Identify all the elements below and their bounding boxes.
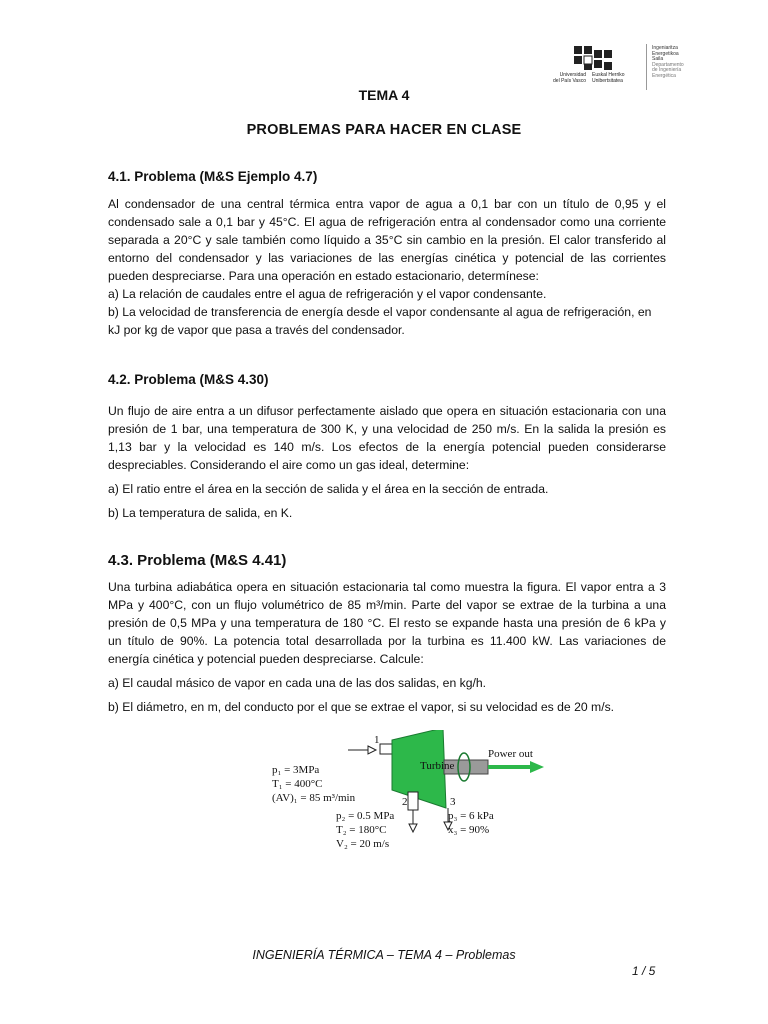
turbine-figure [268,730,548,854]
problem-3-item-b: b) El diámetro, en m, del conducto por el que se extrae el vapor, si su velocidad es de 20 m/s. [108,700,615,714]
state-1-volume-flow: (AV)₁ = 85 m³/min [272,792,356,804]
problem-2-text [108,402,666,522]
problem-3-paragraph: Una turbina adiabática opera en situación estacionaria tal como muestra la figura. El vapor entra a 3 MPa y 400°C, con un flujo volumétrico de 85 m³/min. Parte del vapor se extrae de la turbina a una presión de 0,5 MPa y una temperatura de 180 °C. El resto se expande hasta una presión de 6 kPa y un título de 90%. La potencia total desarrollada por la turbina es 11.400 kW. Las variaciones de energía cinética y potencial pueden despreciarse. Calcule: [108,580,666,666]
turbine-label: Turbine [420,760,455,772]
problem-1-heading: 4.1. Problema (M&S Ejemplo 4.7) [108,169,318,184]
university-name-eu: Euskal Herriko Unibertsitatea [592,72,625,84]
state-3-quality: x₃ = 90% [448,824,490,836]
problem-3-item-a: a) El caudal másico de vapor en cada una de las dos salidas, en kg/h. [108,676,487,690]
problem-1-item-a: a) La relación de caudales entre el agua de refrigeración y el vapor condensante. [108,287,547,301]
problem-3-text [108,578,666,716]
page-footer: INGENIERÍA TÉRMICA – TEMA 4 – Problemas [252,948,516,962]
power-out-label: Power out [488,748,533,760]
problem-3-heading: 4.3. Problema (M&S 4.41) [108,552,287,569]
state-1-pressure: p₁ = 3MPa [272,764,320,776]
extraction-pipe [408,792,418,810]
state-2-pressure: p₂ = 0.5 MPa [336,810,395,822]
header-divider [646,44,647,90]
extraction-arrowhead [409,824,417,832]
problem-2-heading: 4.2. Problema (M&S 4.30) [108,372,269,387]
problem-1-text [108,195,666,339]
page-number: 1 / 5 [632,964,656,978]
power-arrowhead [530,761,544,773]
problem-2-paragraph: Un flujo de aire entra a un difusor perfectamente aislado que opera en situación estacionaria con una presión de 1 bar, una temperatura de 300 K, y una velocidad de 250 m/s. En la salida la presión es 1,13 bar y la velocidad es 140 m/s. Los efectos de la energía potencial pueden considerarse despreciables. Considerando el aire como un gas ideal, determine: [108,404,666,472]
header-logos [538,44,728,90]
state-3-pressure: p₃ = 6 kPa [448,810,494,822]
university-name-es: Universidad del País Vasco [553,72,586,84]
inlet-arrowhead [368,746,376,754]
state-1-temperature: T₁ = 400°C [272,778,323,790]
problem-2-item-a: a) El ratio entre el área en la sección de salida y el área en la sección de entrada. [108,482,549,496]
problem-1-item-b: b) La velocidad de transferencia de energía desde el vapor condensante al agua de refrigeración, en kJ por kg de vapor que pasa a través del condensador. [108,305,652,337]
department-name: Ingeniaritza Energetikoa Saila Departamento de Ingeniería Energética [652,45,684,79]
state-2-label: 2 [402,796,408,808]
page-title: TEMA 4 [358,87,410,103]
university-logo-icon [572,46,616,72]
problem-1-paragraph: Al condensador de una central térmica entra vapor de agua a 0,1 bar con un título de 0,95 y el condensado sale a 0,1 bar y 45°C. El agua de refrigeración entra al condensador como una corriente separada a 20°C y sale también como líquido a 35°C sin cambio en la presión. El calor transferido al entorno del condensador y las variaciones de las energías cinética y potencial de las corrientes pueden despreciarse. Para una operación en estado estacionario, determínese: [108,197,666,283]
state-2-velocity: V₂ = 20 m/s [336,838,390,850]
page-subtitle: PROBLEMAS PARA HACER EN CLASE [246,122,522,138]
state-2-temperature: T₂ = 180°C [336,824,387,836]
problem-2-item-b: b) La temperatura de salida, en K. [108,506,293,520]
state-3-label: 3 [450,796,456,808]
state-1-label: 1 [374,734,380,746]
